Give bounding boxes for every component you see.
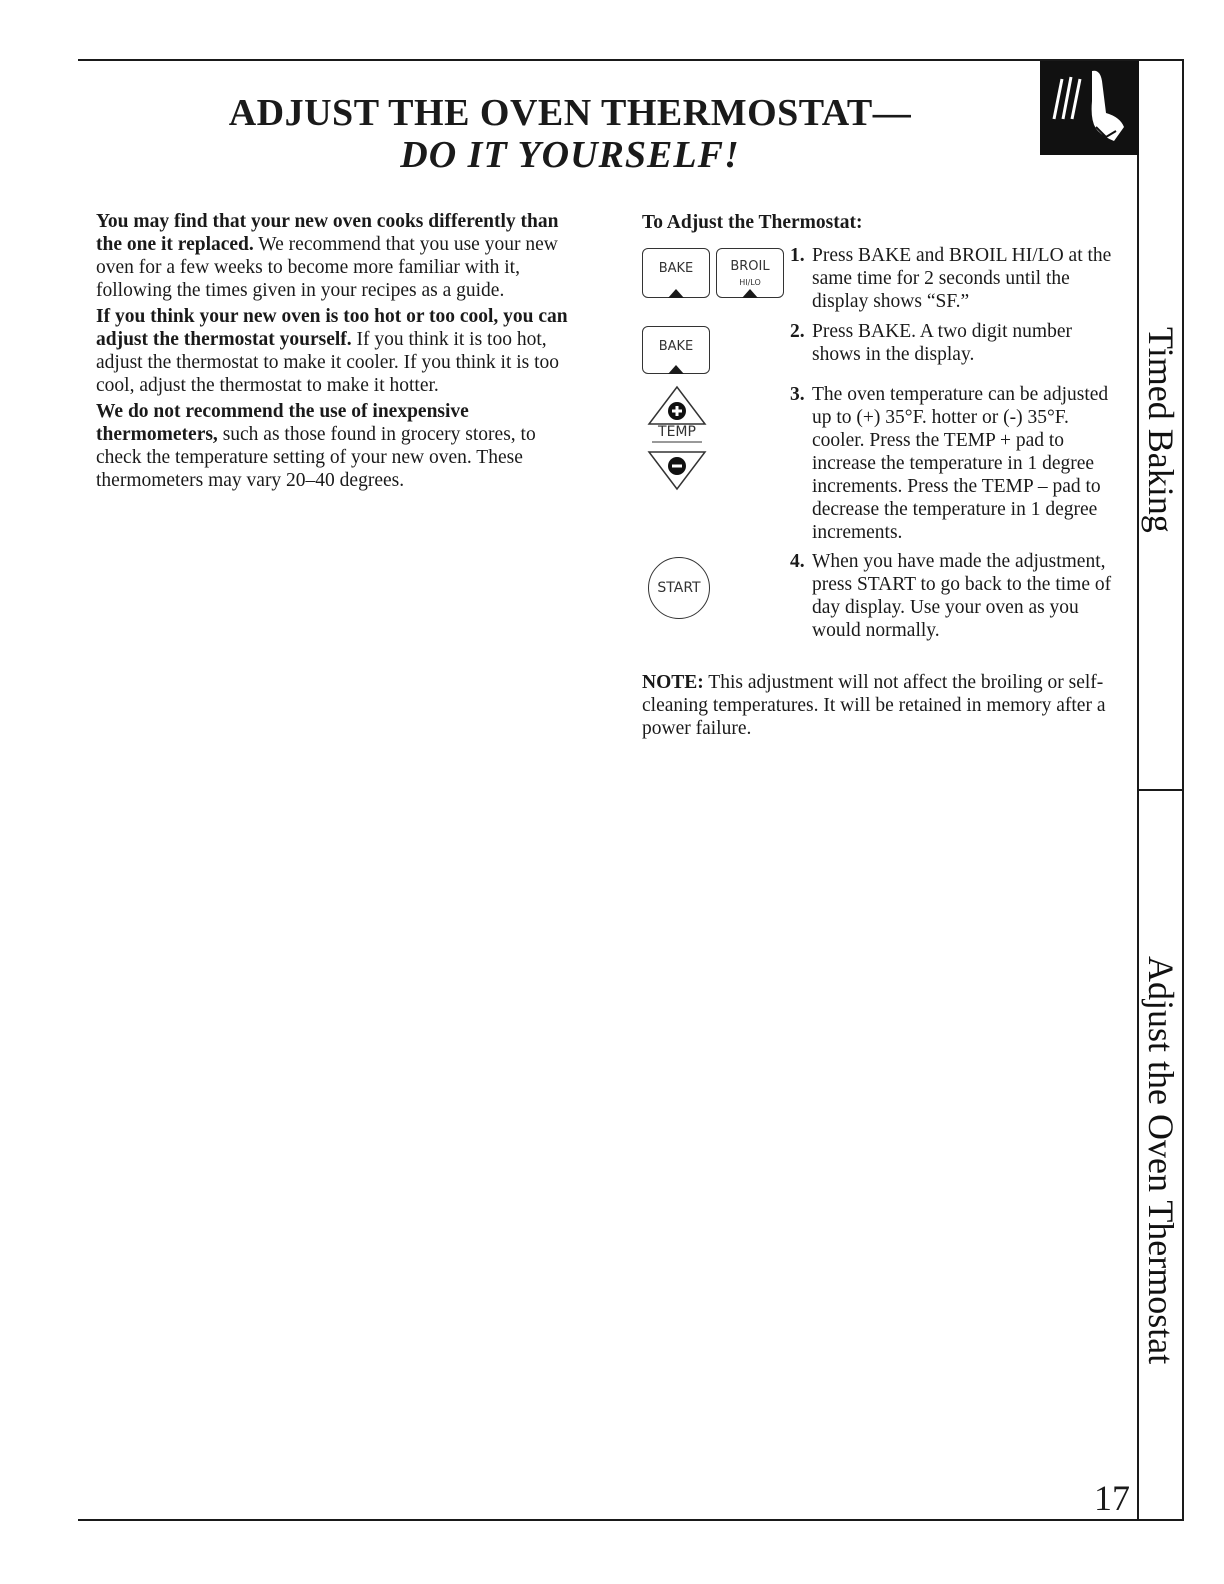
side-tab-divider [1137, 789, 1184, 791]
note-text: This adjustment will not affect the broiling or self-cleaning temperatures. It will be retained in memory after a power failure. [642, 672, 1106, 739]
step-1: 1. Press BAKE and BROIL HI/LO at the same time for 2 seconds until the display shows “SF.” [790, 245, 1112, 312]
step-2: 2. Press BAKE. A two digit number shows in the display. [790, 321, 1073, 365]
indicator-arrow-icon [742, 289, 758, 298]
start-key: START [648, 557, 710, 619]
intro-paragraph-3: We do not recommend the use of inexpensive thermometers, such as those found in grocery stores, to check the temperature setting of your new oven. These thermometers may vary 20–40 degrees. [96, 401, 536, 491]
side-tab-adjust-thermostat: Adjust the Oven Thermostat [1141, 955, 1181, 1365]
page-number: 17 [1094, 1478, 1130, 1518]
indicator-arrow-icon [668, 365, 684, 374]
bottom-rule [78, 1519, 1184, 1521]
bake-key: BAKE [642, 248, 710, 298]
broil-hilo-key: BROIL HI/LO [716, 248, 784, 298]
top-rule [78, 59, 1184, 61]
note-paragraph [642, 671, 1122, 740]
note-label: NOTE: [642, 672, 704, 693]
intro-column [96, 210, 576, 495]
instructions-heading: To Adjust the Thermostat: [642, 212, 863, 233]
page-subtitle: DO IT YOURSELF! [400, 134, 740, 176]
step-4: 4. When you have made the adjustment, press START to go back to the time of day display. Use your oven as you would normally. [790, 551, 1112, 641]
indicator-arrow-icon [668, 289, 684, 298]
intro-paragraph-1: You may find that your new oven cooks differently than the one it replaced. We recommend that you use your new oven for a few weeks to become more familiar with it, following the times given in your recipes as a guide. [96, 211, 559, 301]
hand-pressing-icon [1040, 61, 1139, 155]
bake-key-2: BAKE [642, 326, 710, 374]
step-3: 3. The oven temperature can be adjusted up to (+) 35°F. hotter or (-) 35°F. cooler. Press the TEMP + pad to increase the temperature in 1 degree increments. Press the TEMP – pad to decrease the temperature in 1 degree increments. [790, 384, 1109, 543]
temp-label: TEMP [658, 424, 696, 440]
side-tab-timed-baking: Timed Baking [1141, 327, 1181, 533]
intro-paragraph-2: If you think your new oven is too hot or too cool, you can adjust the thermostat yourself. If you think it is too hot, adjust the thermostat to make it cooler. If you think it is too cool, adjust the thermostat to make it hotter. [96, 306, 568, 396]
temp-pad [646, 384, 708, 492]
page-title: ADJUST THE OVEN THERMOSTAT— [228, 92, 912, 134]
